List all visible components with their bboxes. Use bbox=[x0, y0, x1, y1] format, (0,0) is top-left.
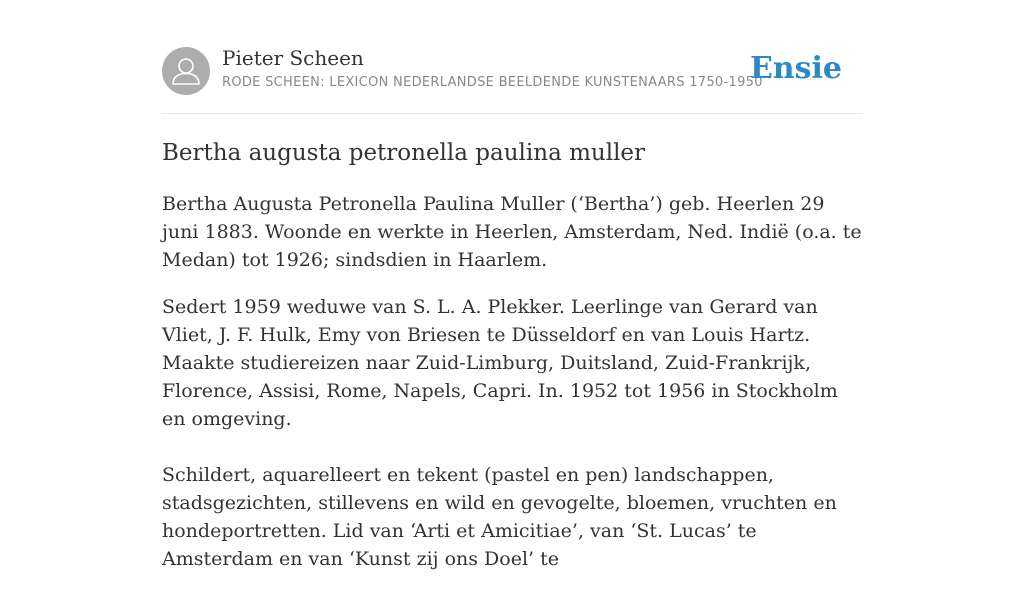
author-avatar[interactable] bbox=[162, 47, 210, 95]
source-title[interactable]: RODE SCHEEN: LEXICON NEDERLANDSE BEELDENDE KUNSTENAARS 1750-1950 bbox=[222, 75, 763, 90]
article-paragraph: Bertha Augusta Petronella Paulina Muller (‘Bertha’) geb. Heerlen 29 juni 1883. Woonde en werkte in Heerlen, Amsterdam, Ned. Indië (o.a. te Medan) tot 1926; sindsdien in Haarlem. bbox=[162, 193, 862, 271]
user-silhouette-icon bbox=[162, 47, 210, 95]
article-body bbox=[162, 190, 862, 592]
article-paragraph: Schildert, aquarelleert en tekent (pastel en pen) landschappen, stadsgezichten, stillevens en wild en gevogelte, bloemen, vruchten en hondeportretten. Lid van ‘Arti et Amicitiae’, van ‘St. Lucas’ te Amsterdam en van ‘Kunst zij ons Doel’ te bbox=[162, 464, 837, 570]
ensie-logo[interactable]: Ensie bbox=[749, 51, 842, 86]
header bbox=[162, 46, 862, 96]
article-title: Bertha augusta petronella paulina muller bbox=[162, 140, 646, 166]
header-divider bbox=[162, 113, 862, 114]
author-name[interactable]: Pieter Scheen bbox=[222, 46, 364, 70]
article-paragraph: Sedert 1959 weduwe van S. L. A. Plekker. Leerlinge van Gerard van Vliet, J. F. Hulk, Emy von Briesen te Düsseldorf en van Louis Hartz. Maakte studiereizen naar Zuid-Limburg, Duitsland, Zuid-Frankrijk, Florence, Assisi, Rome, Napels, Capri. In. 1952 tot 1956 in Stockholm en omgeving. bbox=[162, 296, 838, 430]
